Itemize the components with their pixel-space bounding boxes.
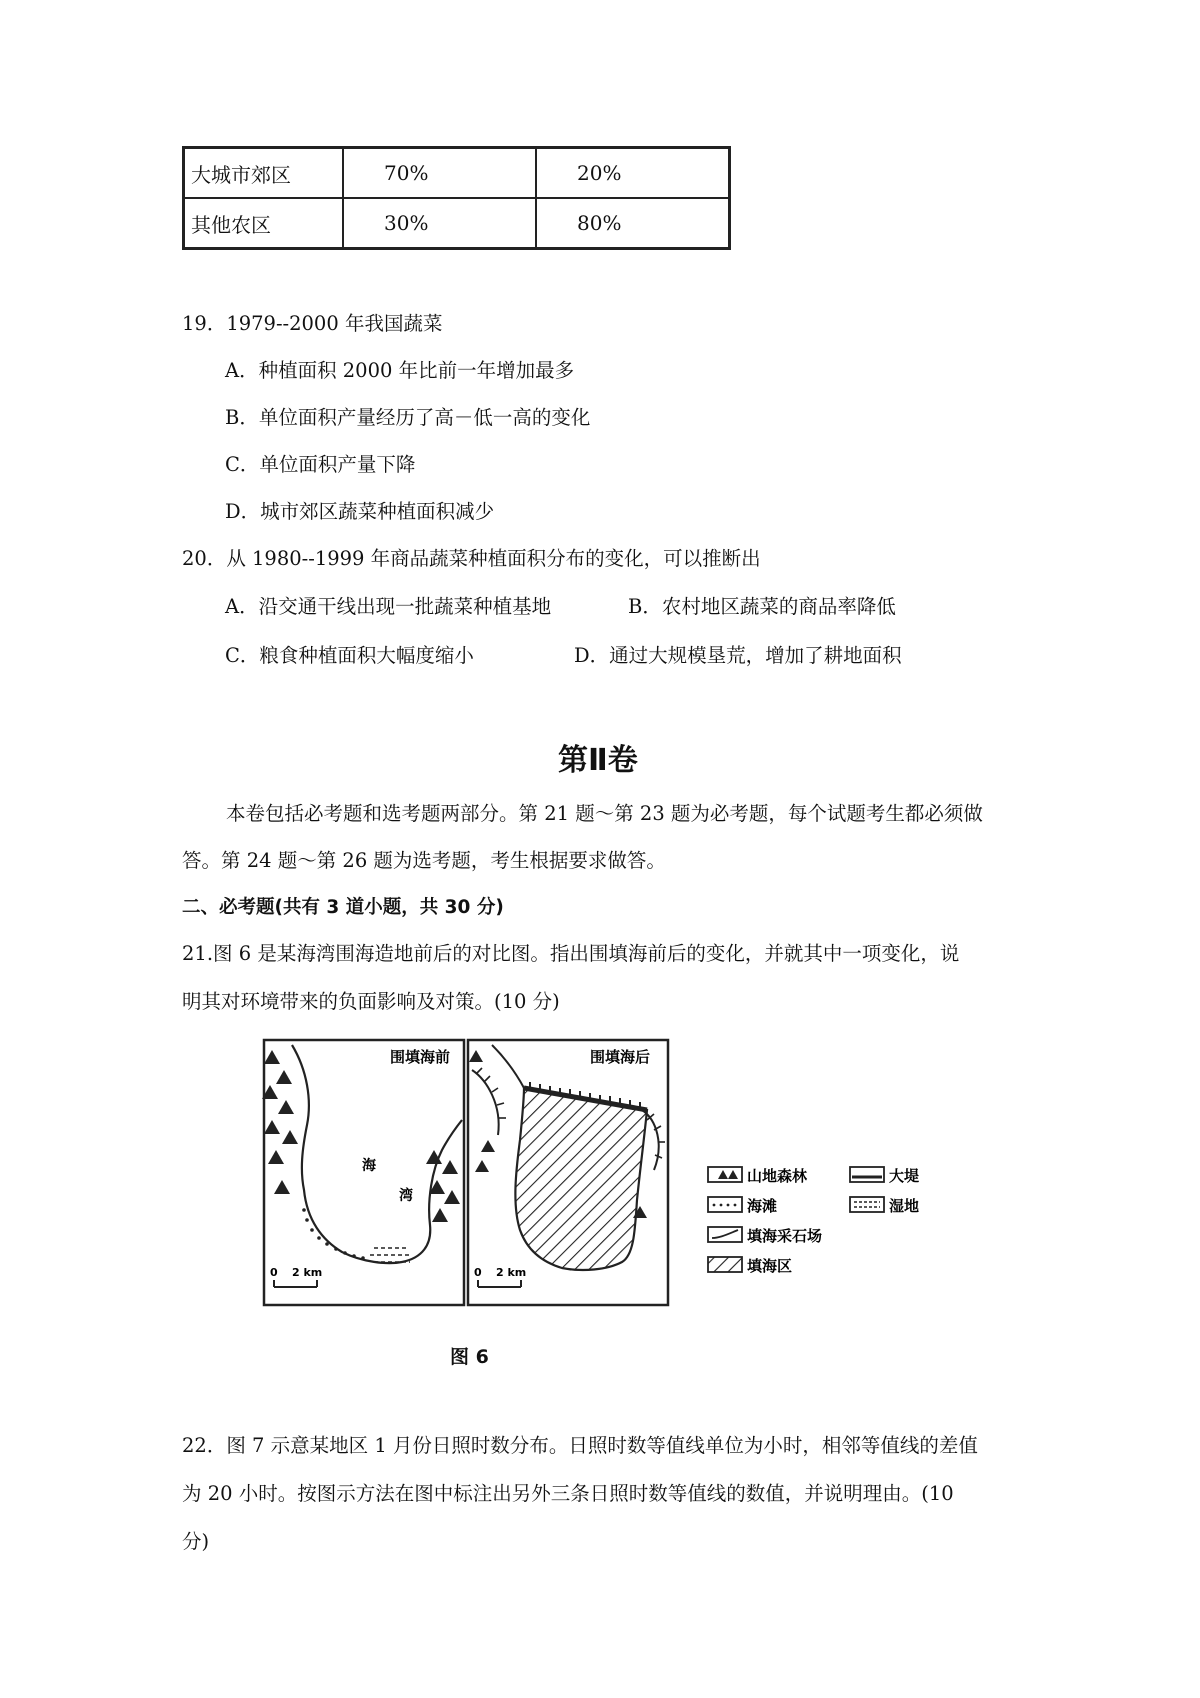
table-cell: 20% [536,148,730,199]
question-19-stem: 19．1979--2000 年我国蔬菜 [182,312,443,335]
section-intro-line1: 本卷包括必考题和选考题两部分。第 21 题～第 23 题为必考题，每个试题考生都必须做 [226,802,983,825]
beach-dots [302,1208,365,1260]
q19-option-c: C．单位面积产量下降 [225,453,416,476]
legend-label: 湿地 [889,1197,920,1215]
legend-label: 大堤 [889,1167,920,1185]
table-cell: 大城市郊区 [184,148,344,199]
section-title: 第Ⅱ卷 [558,743,638,778]
q20-option-a: A．沿交通干线出现一批蔬菜种植基地 [225,595,552,618]
reclamation-area [515,1088,647,1270]
legend-label: 山地森林 [747,1167,808,1185]
q19-option-b: B．单位面积产量经历了高－低一高的变化 [225,406,591,429]
q19-option-a: A．种植面积 2000 年比前一年增加最多 [225,359,575,382]
question-21-line1: 21.图 6 是某海湾围海造地前后的对比图。指出围填海前后的变化，并就其中一项变化，说 [182,942,960,965]
bay-label: 湾 [399,1188,413,1204]
section-heading: 二、必考题(共有 3 道小题，共 30 分) [182,897,504,918]
legend-label: 填海采石场 [747,1227,823,1245]
wetland-marks [370,1248,412,1262]
legend-label: 填海区 [747,1257,793,1275]
table-cell: 80% [536,198,730,249]
question-22-line3: 分) [182,1530,210,1553]
table-cell: 30% [343,198,536,249]
scale-distance: 2 km [292,1266,323,1279]
data-table [182,146,731,250]
table-cell: 70% [343,148,536,199]
left-panel-title: 围填海前 [390,1048,451,1066]
q20-option-d: D．通过大规模垦荒，增加了耕地面积 [574,644,902,667]
sea-label: 海 [362,1158,376,1174]
right-panel-title: 围填海后 [590,1048,651,1066]
scale-zero: 0 [270,1266,278,1279]
question-21-line2: 明其对环境带来的负面影响及对策。(10 分) [182,990,560,1013]
question-22-line2: 为 20 小时。按图示方法在图中标注出另外三条日照时数等值线的数值，并说明理由。(10 [182,1482,954,1505]
figure-6 [262,1030,920,1365]
bay-reclamation-map [262,1030,920,1360]
legend [708,1167,919,1275]
scale-distance: 2 km [496,1266,527,1279]
q19-option-d: D．城市郊区蔬菜种植面积减少 [225,500,495,523]
question-20-stem: 20．从 1980--1999 年商品蔬菜种植面积分布的变化，可以推断出 [182,547,761,570]
table-row [184,198,730,249]
table-cell: 其他农区 [184,198,344,249]
figure-caption: 图 6 [450,1346,489,1368]
question-22-line1: 22．图 7 示意某地区 1 月份日照时数分布。日照时数等值线单位为小时，相邻等值线的差值 [182,1434,978,1457]
q20-option-c: C．粮食种植面积大幅度缩小 [225,644,474,667]
table-row [184,148,730,199]
q20-option-b: B．农村地区蔬菜的商品率降低 [628,595,896,618]
legend-label: 海滩 [747,1197,778,1215]
section-intro-line2: 答。第 24 题～第 26 题为选考题，考生根据要求做答。 [182,849,666,872]
scale-zero: 0 [474,1266,482,1279]
